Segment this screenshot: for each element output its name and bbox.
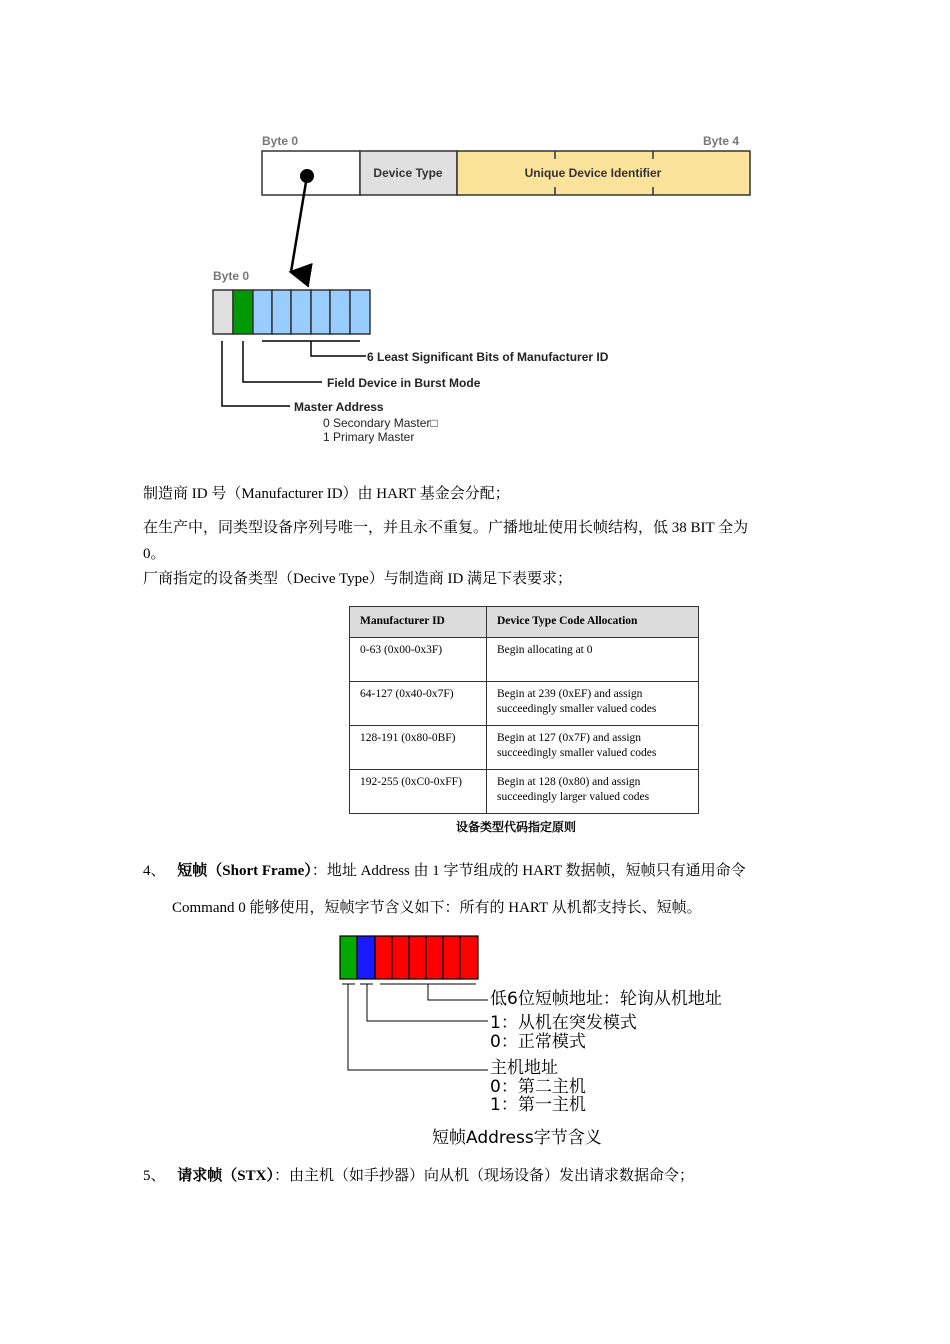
allocation-line2: succeedingly smaller valued codes [497, 747, 657, 759]
header-manufacturer-id: Manufacturer ID [350, 607, 487, 638]
table-cell-range: 128-191 (0x80-0BF) [350, 726, 487, 770]
master-second: 0：第二主机 [490, 1077, 586, 1097]
sbit-addr-1 [375, 936, 392, 979]
master-opt0: 0 Secondary Master□ [323, 416, 438, 430]
table-cell-allocation [487, 682, 699, 726]
paragraph-serial-line1: 在生产中，同类型设备序列号唯一，并且永不重复。广播地址使用长帧结构，低 38 BIT 全为 [143, 520, 749, 536]
item5-text: ：由主机（如手抄器）向从机（现场设备）发出请求数据命令； [273, 1168, 694, 1184]
sbit-burst [357, 936, 375, 979]
table-row [350, 770, 699, 814]
table-cell-allocation [487, 726, 699, 770]
allocation-line2: succeedingly larger valued codes [497, 791, 650, 803]
sbit-master [340, 936, 357, 979]
lsb-label: 6 Least Significant Bits of Manufacturer ID [367, 350, 609, 364]
bit-mfr-1 [253, 290, 272, 334]
item5-line [143, 1164, 694, 1188]
bit-burst [233, 290, 253, 334]
sbit-addr-6 [460, 936, 478, 979]
item5-title: 请求帧（STX） [177, 1168, 274, 1184]
paragraph-device-type: 厂商指定的设备类型（Decive Type）与制造商 ID 满足下表要求； [143, 571, 573, 587]
table-cell-allocation [487, 638, 699, 682]
device-type-allocation-table [349, 606, 699, 814]
allocation-line1: Begin allocating at 0 [497, 644, 593, 656]
bit-mfr-6 [350, 290, 370, 334]
burst-mode-1: 1：从机在突发模式 [490, 1013, 637, 1033]
item5-number: 5、 [143, 1168, 166, 1184]
table-row [350, 726, 699, 770]
short-frame-address-diagram [0, 930, 950, 1150]
sbit-addr-3 [409, 936, 426, 979]
paragraph-serial-line2: 0。 [143, 546, 166, 562]
table-row [350, 638, 699, 682]
table-header-row [350, 607, 699, 638]
master-address-label: 主机地址 [490, 1058, 558, 1078]
table-caption: 设备类型代码指定原则 [456, 820, 577, 834]
header-device-type-allocation: Device Type Code Allocation [487, 607, 699, 638]
table-cell-range: 0-63 (0x00-0x3F) [350, 638, 487, 682]
allocation-line2: succeedingly smaller valued codes [497, 703, 657, 715]
sbit-addr-2 [392, 936, 409, 979]
allocation-line1: Begin at 128 (0x80) and assign [497, 776, 641, 788]
bit-mfr-2 [272, 290, 291, 334]
bit-mfr-3 [291, 290, 311, 334]
item4-text-line1: ：地址 Address 由 1 字节组成的 HART 数据帧，短帧只有通用命令 [311, 863, 746, 879]
allocation-line1: Begin at 127 (0x7F) and assign [497, 732, 642, 744]
master-opt1: 1 Primary Master [323, 430, 415, 444]
long-frame-address-diagram [0, 0, 950, 460]
short-frame-caption: 短帧Address字节含义 [432, 1128, 602, 1148]
sbit-addr-5 [443, 936, 460, 979]
byte4-label: Byte 4 [703, 134, 740, 148]
unique-id-label: Unique Device Identifier [524, 166, 662, 180]
table-cell-allocation [487, 770, 699, 814]
bit-mfr-5 [330, 290, 350, 334]
table-row [350, 682, 699, 726]
detail-byte0-label: Byte 0 [213, 269, 250, 283]
sbit-addr-4 [426, 936, 443, 979]
paragraph-manufacturer-id: 制造商 ID 号（Manufacturer ID）由 HART 基金会分配； [143, 486, 510, 502]
device-type-label: Device Type [373, 166, 443, 180]
table-cell-range: 64-127 (0x40-0x7F) [350, 682, 487, 726]
item4-text-line2: Command 0 能够使用，短帧字节含义如下：所有的 HART 从机都支持长、短帧。 [172, 900, 702, 916]
allocation-line1: Begin at 239 (0xEF) and assign [497, 688, 643, 700]
item4-title: 短帧（Short Frame） [177, 863, 312, 879]
item4-number: 4、 [143, 863, 166, 879]
item4-line1 [143, 859, 746, 883]
master-label: Master Address [294, 400, 384, 414]
byte0-label: Byte 0 [262, 134, 299, 148]
master-first: 1：第一主机 [490, 1095, 586, 1115]
table-cell-range: 192-255 (0xC0-0xFF) [350, 770, 487, 814]
burst-label: Field Device in Burst Mode [327, 376, 481, 390]
burst-mode-0: 0：正常模式 [490, 1032, 586, 1052]
low6-label: 低6位短帧地址：轮询从机地址 [490, 989, 722, 1009]
bit-master [213, 290, 233, 334]
bit-mfr-4 [311, 290, 330, 334]
